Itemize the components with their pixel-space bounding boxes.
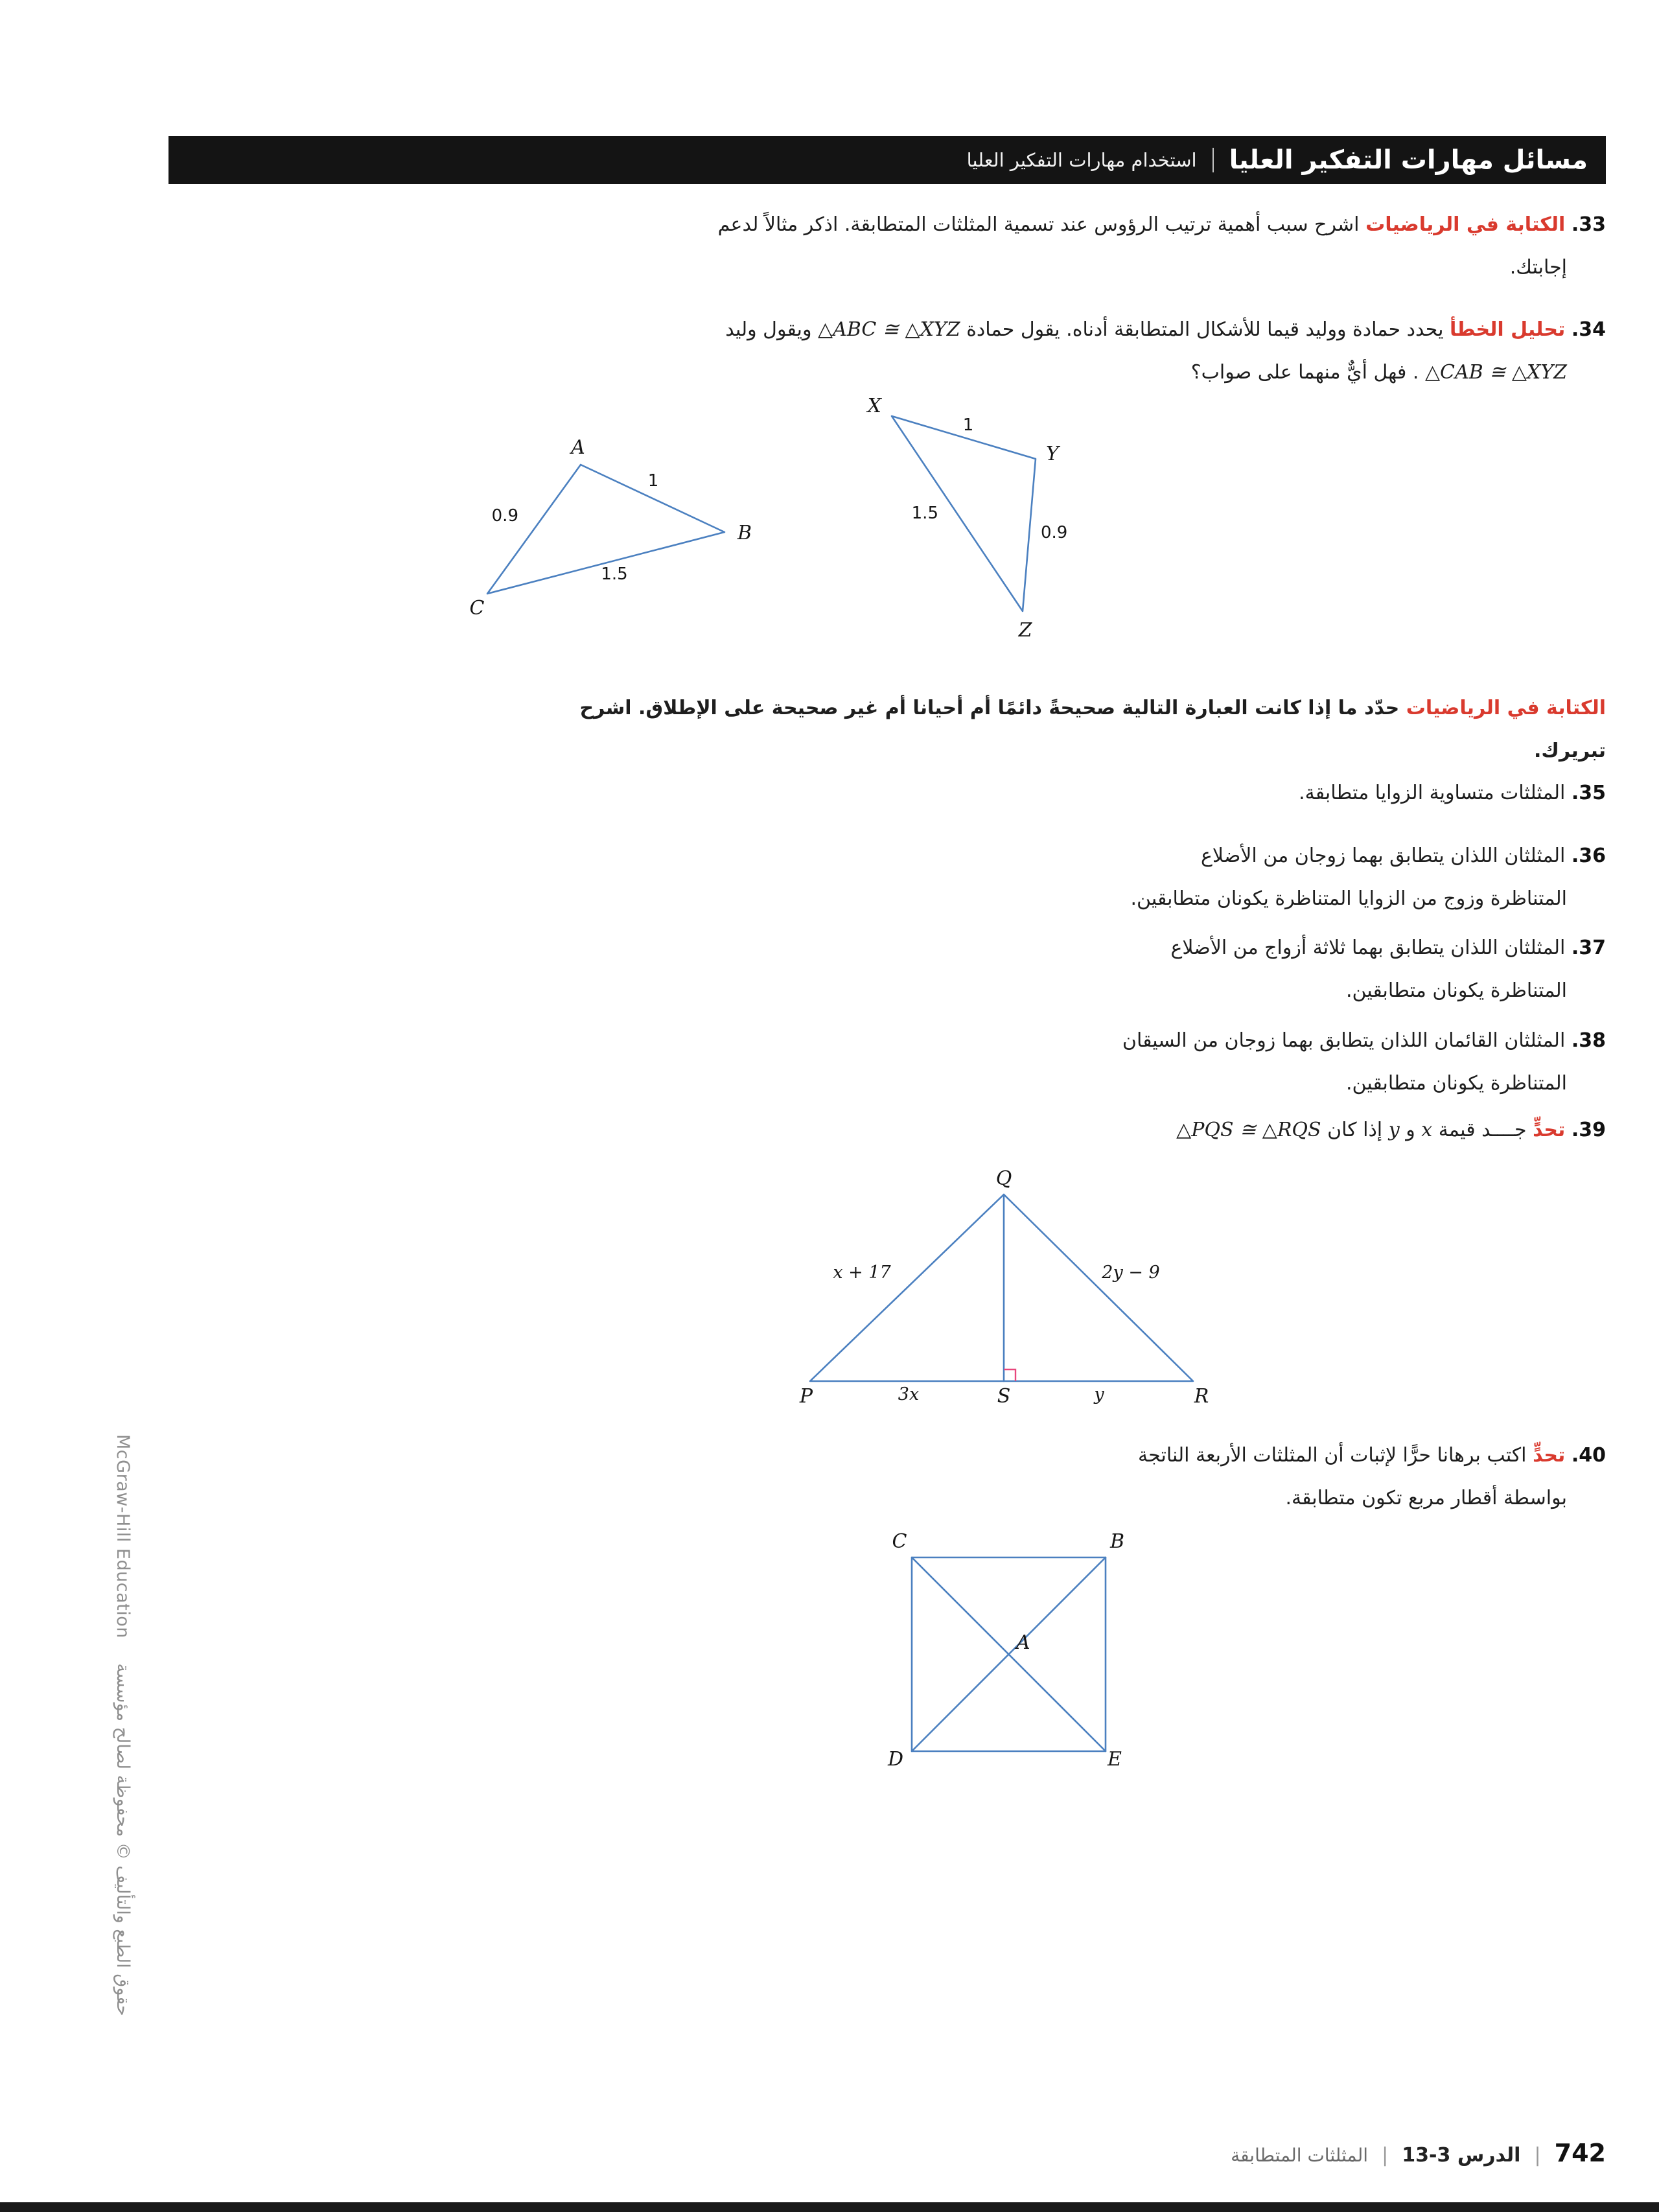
section-header-bar — [168, 136, 1606, 184]
problem-text: إذا كان — [1327, 1119, 1383, 1141]
side-length-xz: 1.5 — [911, 504, 938, 523]
page-footer — [1231, 2139, 1606, 2167]
math-var-y: y — [1388, 1119, 1400, 1141]
side-length-xy: 1 — [962, 415, 974, 435]
section-title: مسائل مهارات التفكير العليا — [1229, 145, 1588, 175]
problem-39 — [1176, 1109, 1606, 1152]
center-label-a: A — [1016, 1631, 1030, 1654]
problem-40-line2: بواسطة أقطار مربع تكون متطابقة. — [1285, 1487, 1567, 1509]
problem-text: . فهل أيٌّ منهما على صواب؟ — [1190, 361, 1419, 384]
problem-38-line2: المتناظرة يكونان متطابقين. — [1345, 1072, 1567, 1095]
side-length-cb: 1.5 — [601, 565, 628, 584]
problem-37-line1 — [1170, 927, 1606, 970]
problem-34 — [725, 309, 1606, 394]
problem-number: 34. — [1571, 318, 1606, 341]
segment-label-sr: y — [1094, 1384, 1104, 1404]
problem-40-line1 — [1138, 1434, 1606, 1477]
problem-37-line2: المتناظرة يكونان متطابقين. — [1345, 979, 1567, 1002]
problem-text: المثلثان اللذان يتطابق بهما زوجان من الأضلاع — [1201, 844, 1566, 867]
problem-number: 38. — [1571, 1029, 1606, 1052]
problem-33 — [718, 204, 1606, 289]
header-divider — [1212, 148, 1214, 172]
side-label-qr: 2y − 9 — [1102, 1263, 1160, 1283]
vertex-label-y: Y — [1046, 443, 1059, 465]
problem-number: 33. — [1571, 213, 1606, 236]
problem-36-line2: المتناظرة وزوج من الزوايا المتناظرة يكونان متطابقين. — [1130, 887, 1567, 910]
vertex-label-a: A — [571, 436, 585, 459]
writing-in-math-keyword: الكتابة في الرياضيات — [1406, 697, 1606, 719]
problem-text: المثلثان اللذان يتطابق بهما ثلاثة أزواج من الأضلاع — [1170, 937, 1566, 959]
problem-38 — [1122, 1019, 1606, 1105]
problem-34-line2 — [725, 351, 1567, 394]
problem-34-line1 — [725, 309, 1606, 351]
problem-37 — [1170, 927, 1606, 1012]
challenge-keyword: تحدٍّ — [1533, 1119, 1566, 1141]
corner-label-d: D — [887, 1748, 904, 1771]
problem-text: اشرح سبب أهمية ترتيب الرؤوس عند تسمية المثلثات المتطابقة. اذكر مثالاً لدعم — [717, 213, 1360, 236]
footer-divider: | — [1534, 2144, 1541, 2167]
footer-divider: | — [1382, 2144, 1389, 2167]
problem-text: يحدد حمادة ووليد قيما للأشكال المتطابقة أدناه. يقول حمادة — [966, 318, 1444, 341]
corner-label-e: E — [1108, 1748, 1122, 1771]
triangle-pqr-outline — [810, 1194, 1193, 1381]
diagram-problem-40 — [862, 1523, 1166, 1789]
problem-35-line1 — [1299, 772, 1606, 815]
problem-text: المثلثان القائمان اللذان يتطابق بهما زوجان من السيقان — [1122, 1029, 1566, 1052]
math-var-x: x — [1421, 1119, 1433, 1141]
corner-label-c: C — [892, 1530, 907, 1553]
vertex-label-c: C — [469, 597, 485, 620]
problem-39-line1 — [1176, 1109, 1606, 1152]
problem-40 — [1138, 1434, 1606, 1520]
publisher-name: McGraw-Hill Education — [113, 1434, 133, 1638]
directive-line1 — [579, 687, 1606, 730]
math-congruence-abc-xyz: △ABC ≅ △XYZ — [818, 318, 960, 341]
right-angle-mark — [1004, 1369, 1015, 1381]
vertex-label-p: P — [799, 1385, 813, 1408]
side-length-yz: 0.9 — [1041, 523, 1068, 542]
problem-38-line1 — [1122, 1019, 1606, 1062]
directive-line2: تبريرك. — [1534, 739, 1606, 762]
problem-35 — [1299, 772, 1606, 815]
side-length-ac: 0.9 — [491, 506, 518, 526]
problem-number: 37. — [1571, 937, 1606, 959]
page-bottom-edge — [0, 2202, 1659, 2212]
problem-text: المثلثات متساوية الزوايا متطابقة. — [1299, 782, 1566, 804]
problem-36-line1 — [1131, 835, 1606, 878]
problem-text: جــــد قيمة — [1438, 1119, 1527, 1141]
vertex-label-z: Z — [1018, 619, 1032, 642]
problem-number: 36. — [1571, 844, 1606, 867]
copyright-spine — [113, 1434, 133, 2016]
problem-number: 39. — [1571, 1119, 1606, 1141]
math-congruence-cab-xyz: △CAB ≅ △XYZ — [1424, 361, 1567, 384]
problem-text: اكتب برهانا حرًّا لإثبات أن المثلثات الأربعة الناتجة — [1138, 1444, 1527, 1467]
problem-number: 40. — [1571, 1444, 1606, 1467]
vertex-label-x: X — [867, 395, 881, 417]
problem-33-line1 — [718, 204, 1606, 246]
challenge-keyword: تحدٍّ — [1533, 1444, 1566, 1467]
directive-heading — [579, 687, 1606, 773]
side-label-pq: x + 17 — [833, 1263, 891, 1283]
problem-text: و — [1406, 1119, 1415, 1141]
side-length-ab: 1 — [647, 471, 659, 491]
vertex-label-r: R — [1194, 1385, 1209, 1408]
segment-label-ps: 3x — [898, 1384, 920, 1404]
page-number: 742 — [1554, 2139, 1606, 2167]
error-analysis-keyword: تحليل الخطأ — [1450, 318, 1566, 341]
lesson-title: المثلثات المتطابقة — [1231, 2145, 1368, 2166]
problem-36 — [1131, 835, 1606, 920]
writing-in-math-keyword: الكتابة في الرياضيات — [1365, 213, 1566, 236]
math-congruence-pqs-rqs: △PQS ≅ △RQS — [1176, 1119, 1321, 1141]
problem-text: ويقول وليد — [725, 318, 812, 341]
copyright-text: حقوق الطبع والتأليف © محفوظة لصالح مؤسسة — [113, 1663, 133, 2016]
diagram-problem-34 — [454, 394, 1102, 650]
problem-number: 35. — [1571, 782, 1606, 804]
diagram-problem-39 — [765, 1159, 1270, 1428]
vertex-label-q: Q — [995, 1167, 1012, 1190]
problem-33-line2: إجابتك. — [1509, 256, 1567, 279]
directive-text: حدّد ما إذا كانت العبارة التالية صحيحةً دائمًا أم أحيانا أم غير صحيحة على الإطلاق. اشرح — [579, 697, 1400, 719]
lesson-label: الدرس 3-13 — [1402, 2144, 1521, 2167]
section-subtitle: استخدام مهارات التفكير العليا — [966, 149, 1197, 171]
vertex-label-s: S — [997, 1385, 1011, 1408]
corner-label-b: B — [1109, 1530, 1125, 1553]
vertex-label-b: B — [737, 522, 752, 544]
